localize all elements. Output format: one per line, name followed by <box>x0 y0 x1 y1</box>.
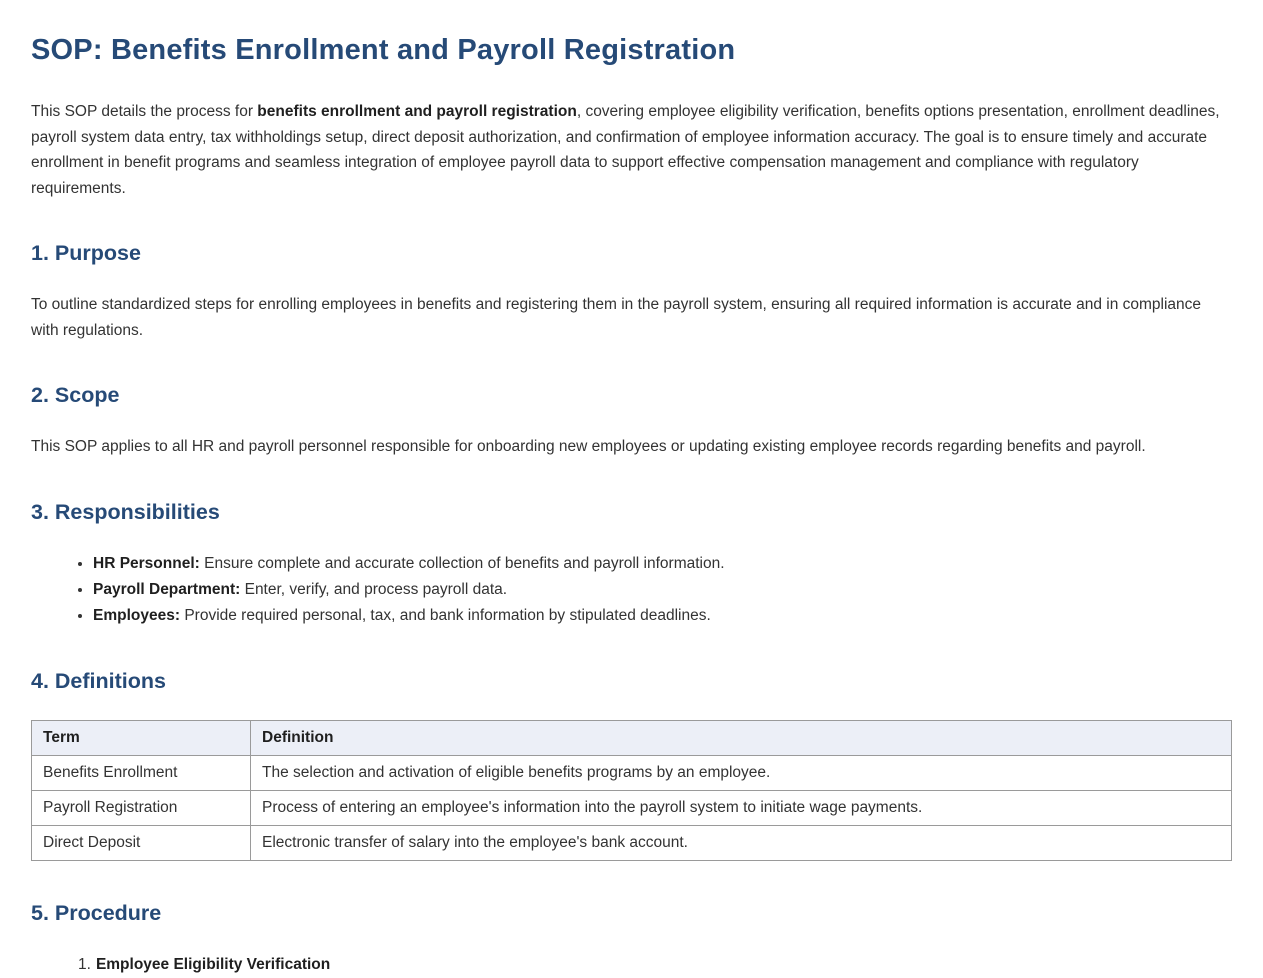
list-item-label: Employees: <box>93 606 181 624</box>
definition-cell: The selection and activation of eligible benefits programs by an employee. <box>251 755 1232 790</box>
definition-cell: Electronic transfer of salary into the employee's bank account. <box>251 825 1232 860</box>
sop-document <box>31 34 1232 978</box>
scope-paragraph: This SOP applies to all HR and payroll personnel responsible for onboarding new employees or updating existing employee records regarding benefits and payroll. <box>31 438 1146 455</box>
section-heading-purpose: 1. Purpose <box>31 241 141 265</box>
table-row <box>32 790 1232 825</box>
term-cell: Direct Deposit <box>32 825 251 860</box>
section-heading-definitions: 4. Definitions <box>31 668 166 693</box>
procedure-step <box>78 952 1232 978</box>
list-item-label: HR Personnel: <box>93 554 200 572</box>
list-item-label: Payroll Department: <box>93 580 241 598</box>
section-heading-responsibilities: 3. Responsibilities <box>31 499 220 524</box>
definition-cell: Process of entering an employee's information into the payroll system to initiate wage payments. <box>251 790 1232 825</box>
list-item <box>93 603 1232 629</box>
intro-paragraph <box>31 99 1232 201</box>
definitions-table <box>31 720 1232 861</box>
table-header-definition: Definition <box>251 720 1232 755</box>
purpose-paragraph: To outline standardized steps for enrolling employees in benefits and registering them in the payroll system, ensuring all required information is accurate and in compliance with regulations. <box>31 296 1202 339</box>
term-cell: Benefits Enrollment <box>32 755 251 790</box>
table-header-row <box>32 720 1232 755</box>
section-heading-scope: 2. Scope <box>31 383 120 407</box>
list-item <box>93 551 1232 577</box>
intro-rest: , covering employee eligibility verification, benefits options presentation, enrollment deadlines, payroll system data entry, tax withholdings setup, direct deposit authorization, and confirmation of employee information accuracy. The goal is to ensure timely and accurate enrollment in benefit programs and seamless integration of employee payroll data to support effective compensation management and compliance with regulatory requirements. <box>31 103 1220 197</box>
procedure-steps-list <box>31 952 1232 978</box>
table-row <box>32 825 1232 860</box>
section-heading-procedure: 5. Procedure <box>31 900 162 925</box>
step-title: Employee Eligibility Verification <box>95 955 331 973</box>
term-cell: Payroll Registration <box>32 790 251 825</box>
table-row <box>32 755 1232 790</box>
intro-lead: This SOP details the process for <box>31 103 258 120</box>
list-item-text: Provide required personal, tax, and bank information by stipulated deadlines. <box>180 606 711 624</box>
list-item-text: Ensure complete and accurate collection of benefits and payroll information. <box>199 554 725 572</box>
step-number: 1. <box>78 955 91 973</box>
list-item-text: Enter, verify, and process payroll data. <box>240 580 508 598</box>
page-title: SOP: Benefits Enrollment and Payroll Registration <box>31 34 736 66</box>
list-item <box>93 577 1232 603</box>
intro-emphasis: benefits enrollment and payroll registration <box>257 103 577 120</box>
responsibilities-list <box>31 551 1232 629</box>
table-header-term: Term <box>32 720 251 755</box>
